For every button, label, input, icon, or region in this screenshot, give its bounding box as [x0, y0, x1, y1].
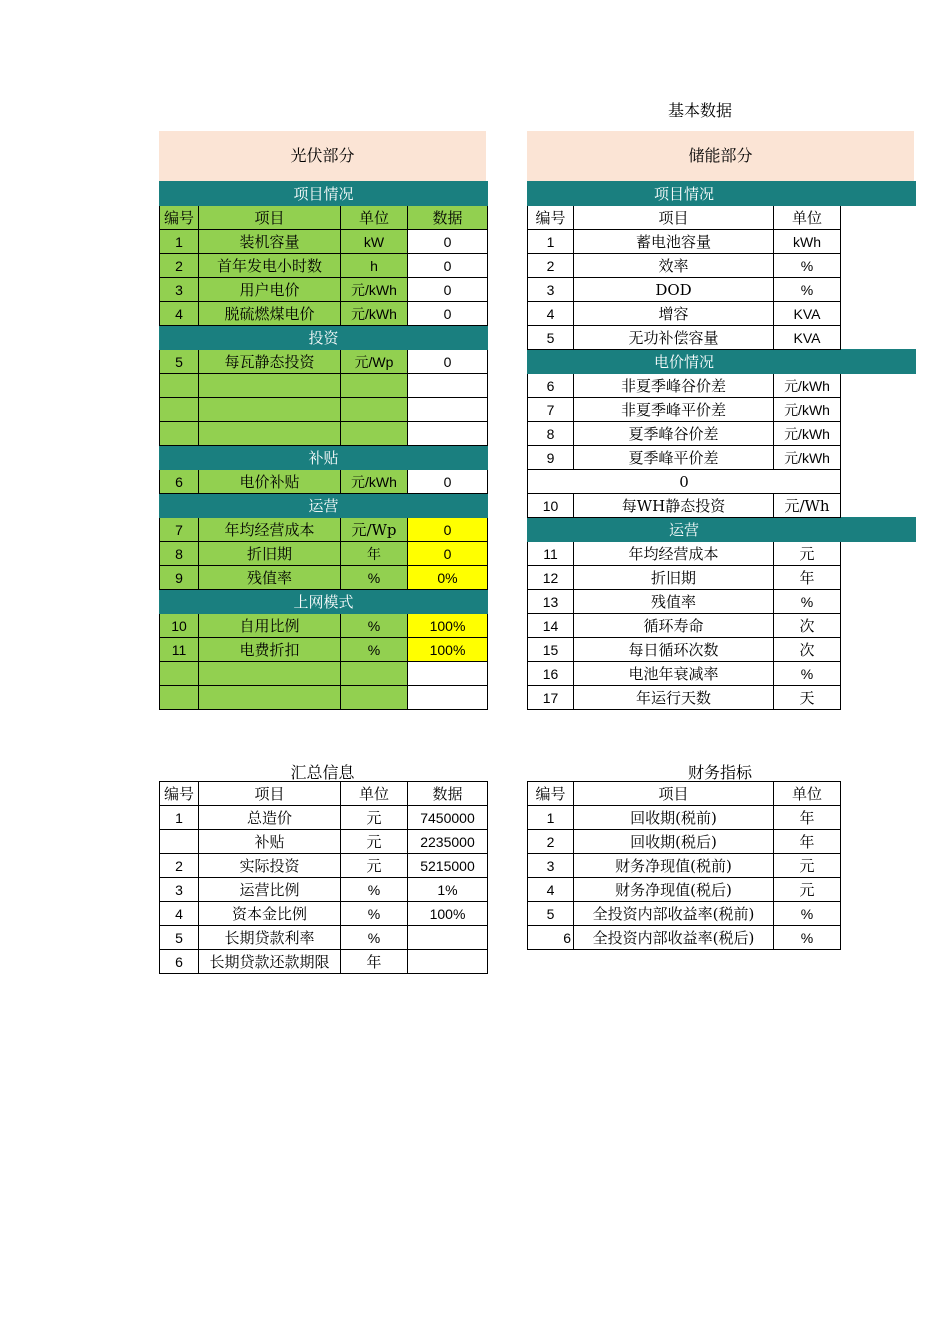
row-unit: 元 — [774, 878, 841, 902]
row-unit: 年 — [774, 830, 841, 854]
row-item: 年运行天数 — [574, 686, 774, 710]
row-item: 残值率 — [199, 566, 341, 590]
row-id — [160, 422, 199, 446]
summary-table — [159, 781, 488, 974]
row-item: 装机容量 — [199, 230, 341, 254]
table-row — [160, 518, 488, 542]
row-unit: 元/kWh — [774, 422, 841, 446]
row-id: 1 — [528, 230, 574, 254]
row-id — [160, 662, 199, 686]
table-row — [528, 854, 841, 878]
column-header: 编号 — [160, 206, 199, 230]
row-id: 2 — [528, 254, 574, 278]
section-header: 上网模式 — [160, 590, 488, 614]
table-row — [160, 422, 488, 446]
row-unit: % — [341, 878, 408, 902]
row-id: 16 — [528, 662, 574, 686]
table-row — [528, 926, 841, 950]
row-unit: 元/kWh — [341, 470, 408, 494]
row-id: 3 — [160, 878, 199, 902]
row-item: 长期贷款利率 — [199, 926, 341, 950]
row-id: 11 — [160, 638, 199, 662]
finance-table — [527, 781, 841, 950]
row-value: 5215000 — [408, 854, 488, 878]
blank-cell — [841, 494, 916, 518]
row-item: 财务净现值(税前) — [574, 854, 774, 878]
table-row — [160, 398, 488, 422]
row-id: 3 — [160, 278, 199, 302]
row-value — [408, 950, 488, 974]
blank-cell — [841, 470, 916, 494]
row-item: 回收期(税后) — [574, 830, 774, 854]
row-unit: 年 — [774, 566, 841, 590]
storage-header-row — [528, 206, 916, 230]
row-item: 全投资内部收益率(税后) — [574, 926, 774, 950]
table-row — [528, 662, 916, 686]
table-row — [528, 878, 841, 902]
row-value: 0 — [408, 350, 488, 374]
row-unit: 元/Wp — [341, 350, 408, 374]
section-header: 补贴 — [160, 446, 488, 470]
row-id — [160, 374, 199, 398]
table-row — [160, 950, 488, 974]
table-row — [528, 374, 916, 398]
row-value: 1% — [408, 878, 488, 902]
table-row — [160, 350, 488, 374]
row-unit: 次 — [774, 614, 841, 638]
row-unit — [341, 422, 408, 446]
row-item: 夏季峰谷价差 — [574, 422, 774, 446]
column-header: 单位 — [341, 782, 408, 806]
row-value: 0 — [408, 230, 488, 254]
row-unit: kWh — [774, 230, 841, 254]
row-value — [408, 926, 488, 950]
row-id: 7 — [160, 518, 199, 542]
row-item — [199, 398, 341, 422]
row-item — [199, 662, 341, 686]
row-unit: 元 — [774, 542, 841, 566]
section-header: 电价情况 — [528, 350, 841, 374]
column-header: 编号 — [528, 206, 574, 230]
row-item: 电费折扣 — [199, 638, 341, 662]
row-item: 实际投资 — [199, 854, 341, 878]
row-item: 电池年衰减率 — [574, 662, 774, 686]
row-value — [408, 398, 488, 422]
row-item: 效率 — [574, 254, 774, 278]
row-value: 0 — [408, 302, 488, 326]
row-id: 6 — [528, 926, 574, 950]
row-unit: % — [774, 254, 841, 278]
row-value: 0 — [408, 278, 488, 302]
section-header: 投资 — [160, 326, 488, 350]
table-row — [528, 302, 916, 326]
row-unit: % — [774, 278, 841, 302]
blank-cell — [841, 326, 916, 350]
row-item: 长期贷款还款期限 — [199, 950, 341, 974]
row-item — [199, 422, 341, 446]
table-row — [528, 638, 916, 662]
column-header: 数据 — [408, 782, 488, 806]
table-row — [160, 542, 488, 566]
storage-section-project — [528, 182, 916, 206]
blank-cell — [841, 206, 916, 230]
row-id: 2 — [528, 830, 574, 854]
blank-cell — [841, 302, 916, 326]
row-value — [408, 662, 488, 686]
blank-cell — [841, 662, 916, 686]
row-unit: 元/kWh — [341, 302, 408, 326]
row-unit: % — [341, 926, 408, 950]
row-unit: 天 — [774, 686, 841, 710]
row-value: 2235000 — [408, 830, 488, 854]
row-unit: KVA — [774, 302, 841, 326]
row-item: DOD — [574, 278, 774, 302]
row-item: 折旧期 — [199, 542, 341, 566]
table-row — [160, 686, 488, 710]
row-item: 全投资内部收益率(税前) — [574, 902, 774, 926]
table-row — [528, 542, 916, 566]
row-item: 年均经营成本 — [199, 518, 341, 542]
pv-header-box — [159, 131, 486, 181]
row-id — [160, 686, 199, 710]
finance-header-row — [528, 782, 841, 806]
row-value — [408, 374, 488, 398]
row-unit: 年 — [341, 542, 408, 566]
section-extension — [841, 350, 916, 374]
row-value: 0 — [408, 470, 488, 494]
row-value: 0 — [408, 542, 488, 566]
row-unit: 元/Wp — [341, 518, 408, 542]
row-unit: % — [774, 902, 841, 926]
row-value: 0 — [408, 518, 488, 542]
section-header: 项目情况 — [528, 182, 841, 206]
row-value — [408, 422, 488, 446]
pv-section-invest — [160, 326, 488, 350]
pv-section-ops — [160, 494, 488, 518]
row-item: 增容 — [574, 302, 774, 326]
column-header: 项目 — [574, 782, 774, 806]
row-id: 7 — [528, 398, 574, 422]
row-item — [199, 374, 341, 398]
table-row — [528, 686, 916, 710]
section-extension — [841, 182, 916, 206]
row-id: 12 — [528, 566, 574, 590]
section-header: 项目情况 — [160, 182, 488, 206]
table-row — [528, 902, 841, 926]
column-header: 项目 — [199, 206, 341, 230]
section-header: 运营 — [528, 518, 841, 542]
row-item: 脱硫燃煤电价 — [199, 302, 341, 326]
row-id: 9 — [160, 566, 199, 590]
row-id: 4 — [160, 302, 199, 326]
table-row — [528, 278, 916, 302]
table-row — [160, 806, 488, 830]
row-unit: % — [774, 590, 841, 614]
table-row — [160, 230, 488, 254]
table-row — [160, 662, 488, 686]
row-id: 3 — [528, 854, 574, 878]
row-unit: % — [774, 926, 841, 950]
row-value: 0 — [408, 254, 488, 278]
pv-table — [159, 181, 488, 710]
row-value — [408, 686, 488, 710]
blank-cell — [841, 566, 916, 590]
row-unit: 元/kWh — [341, 278, 408, 302]
table-row — [160, 254, 488, 278]
table-row — [528, 590, 916, 614]
row-value: 100% — [408, 638, 488, 662]
blank-cell — [841, 278, 916, 302]
row-unit — [341, 662, 408, 686]
row-id: 13 — [528, 590, 574, 614]
row-item: 运营比例 — [199, 878, 341, 902]
row-id — [160, 398, 199, 422]
row-unit: 年 — [341, 950, 408, 974]
row-item: 夏季峰平价差 — [574, 446, 774, 470]
column-header: 项目 — [199, 782, 341, 806]
row-item: 非夏季峰平价差 — [574, 398, 774, 422]
blank-cell — [841, 614, 916, 638]
row-id: 8 — [528, 422, 574, 446]
row-id: 6 — [160, 950, 199, 974]
table-row — [160, 614, 488, 638]
row-id: 1 — [160, 230, 199, 254]
row-id: 3 — [528, 278, 574, 302]
row-value: 100% — [408, 902, 488, 926]
row-item: 非夏季峰谷价差 — [574, 374, 774, 398]
table-row — [160, 926, 488, 950]
row-id: 17 — [528, 686, 574, 710]
row-unit: 元/kWh — [774, 398, 841, 422]
storage-table — [527, 181, 916, 710]
pv-section-grid — [160, 590, 488, 614]
row-id: 2 — [160, 854, 199, 878]
table-row — [160, 302, 488, 326]
row-id: 4 — [160, 902, 199, 926]
row-unit: 元/kWh — [774, 446, 841, 470]
blank-cell — [841, 686, 916, 710]
row-unit — [341, 686, 408, 710]
row-id: 11 — [528, 542, 574, 566]
row-id: 1 — [528, 806, 574, 830]
row-item: 每瓦静态投资 — [199, 350, 341, 374]
row-unit — [341, 374, 408, 398]
table-row — [160, 638, 488, 662]
row-id: 6 — [160, 470, 199, 494]
table-row — [160, 278, 488, 302]
section-header: 运营 — [160, 494, 488, 518]
row-value: 0% — [408, 566, 488, 590]
row-id: 2 — [160, 254, 199, 278]
blank-cell — [841, 590, 916, 614]
blank-cell — [841, 254, 916, 278]
row-item: 循环寿命 — [574, 614, 774, 638]
row-item: 首年发电小时数 — [199, 254, 341, 278]
table-row — [528, 422, 916, 446]
row-id: 9 — [528, 446, 574, 470]
blank-cell — [841, 446, 916, 470]
column-header: 单位 — [341, 206, 408, 230]
row-item: 回收期(税前) — [574, 806, 774, 830]
row-unit: % — [341, 566, 408, 590]
column-header: 单位 — [774, 782, 841, 806]
storage-section-ops — [528, 518, 916, 542]
table-row — [528, 254, 916, 278]
table-row — [528, 398, 916, 422]
table-row — [528, 614, 916, 638]
row-unit: % — [341, 638, 408, 662]
row-value: 100% — [408, 614, 488, 638]
table-row — [160, 470, 488, 494]
row-unit: % — [774, 662, 841, 686]
merged-row — [528, 470, 916, 494]
storage-title: 储能部分 — [688, 146, 753, 165]
pv-section-project — [160, 182, 488, 206]
row-id: 5 — [160, 350, 199, 374]
summary-title: 汇总信息 — [290, 763, 355, 782]
row-unit: % — [341, 902, 408, 926]
row-id: 1 — [160, 806, 199, 830]
column-header: 单位 — [774, 206, 841, 230]
storage-section-price — [528, 350, 916, 374]
row-id: 8 — [160, 542, 199, 566]
table-row — [160, 374, 488, 398]
row-unit — [341, 398, 408, 422]
column-header: 编号 — [160, 782, 199, 806]
blank-cell — [841, 398, 916, 422]
row-item: 补贴 — [199, 830, 341, 854]
row-unit: % — [341, 614, 408, 638]
row-id: 14 — [528, 614, 574, 638]
row-id: 15 — [528, 638, 574, 662]
row-item: 自用比例 — [199, 614, 341, 638]
row-item: 每WH静态投资 — [574, 494, 774, 518]
row-unit: KVA — [774, 326, 841, 350]
row-item: 折旧期 — [574, 566, 774, 590]
table-row — [528, 446, 916, 470]
row-item: 总造价 — [199, 806, 341, 830]
column-header: 数据 — [408, 206, 488, 230]
table-row — [160, 854, 488, 878]
row-id: 5 — [528, 326, 574, 350]
row-id: 4 — [528, 302, 574, 326]
row-id — [160, 830, 199, 854]
row-id: 5 — [528, 902, 574, 926]
row-item: 残值率 — [574, 590, 774, 614]
row-unit: 元/kWh — [774, 374, 841, 398]
row-value: 7450000 — [408, 806, 488, 830]
row-id: 10 — [528, 494, 574, 518]
blank-cell — [841, 542, 916, 566]
row-item: 年均经营成本 — [574, 542, 774, 566]
row-unit: 元 — [341, 830, 408, 854]
row-unit: 元 — [341, 854, 408, 878]
row-item: 电价补贴 — [199, 470, 341, 494]
summary-header-row — [160, 782, 488, 806]
table-row — [528, 326, 916, 350]
finance-title: 财务指标 — [687, 763, 752, 782]
row-unit: kW — [341, 230, 408, 254]
row-id: 5 — [160, 926, 199, 950]
row-unit: 年 — [774, 806, 841, 830]
row-item: 财务净现值(税后) — [574, 878, 774, 902]
table-row — [528, 230, 916, 254]
row-id: 10 — [160, 614, 199, 638]
page-title: 基本数据 — [667, 101, 732, 120]
blank-cell — [841, 422, 916, 446]
table-row — [160, 566, 488, 590]
blank-cell — [841, 638, 916, 662]
pv-section-subsidy — [160, 446, 488, 470]
column-header: 项目 — [574, 206, 774, 230]
pv-header-row — [160, 206, 488, 230]
row-item: 蓄电池容量 — [574, 230, 774, 254]
blank-cell — [841, 230, 916, 254]
table-row — [160, 878, 488, 902]
row-unit: 元 — [774, 854, 841, 878]
row-id: 4 — [528, 878, 574, 902]
blank-cell — [841, 374, 916, 398]
row-unit: 元/Wh — [774, 494, 841, 518]
section-extension — [841, 518, 916, 542]
merged-value: 0 — [528, 470, 841, 494]
table-row — [528, 830, 841, 854]
column-header: 编号 — [528, 782, 574, 806]
row-id: 6 — [528, 374, 574, 398]
table-row — [160, 902, 488, 926]
pv-title: 光伏部分 — [290, 146, 355, 165]
table-row — [528, 806, 841, 830]
table-row — [160, 830, 488, 854]
table-row — [528, 566, 916, 590]
row-item: 每日循环次数 — [574, 638, 774, 662]
row-item — [199, 686, 341, 710]
storage-header-box — [527, 131, 914, 181]
row-item: 无功补偿容量 — [574, 326, 774, 350]
row-item: 资本金比例 — [199, 902, 341, 926]
row-unit: 元 — [341, 806, 408, 830]
table-row — [528, 494, 916, 518]
row-unit: h — [341, 254, 408, 278]
row-unit: 次 — [774, 638, 841, 662]
row-item: 用户电价 — [199, 278, 341, 302]
